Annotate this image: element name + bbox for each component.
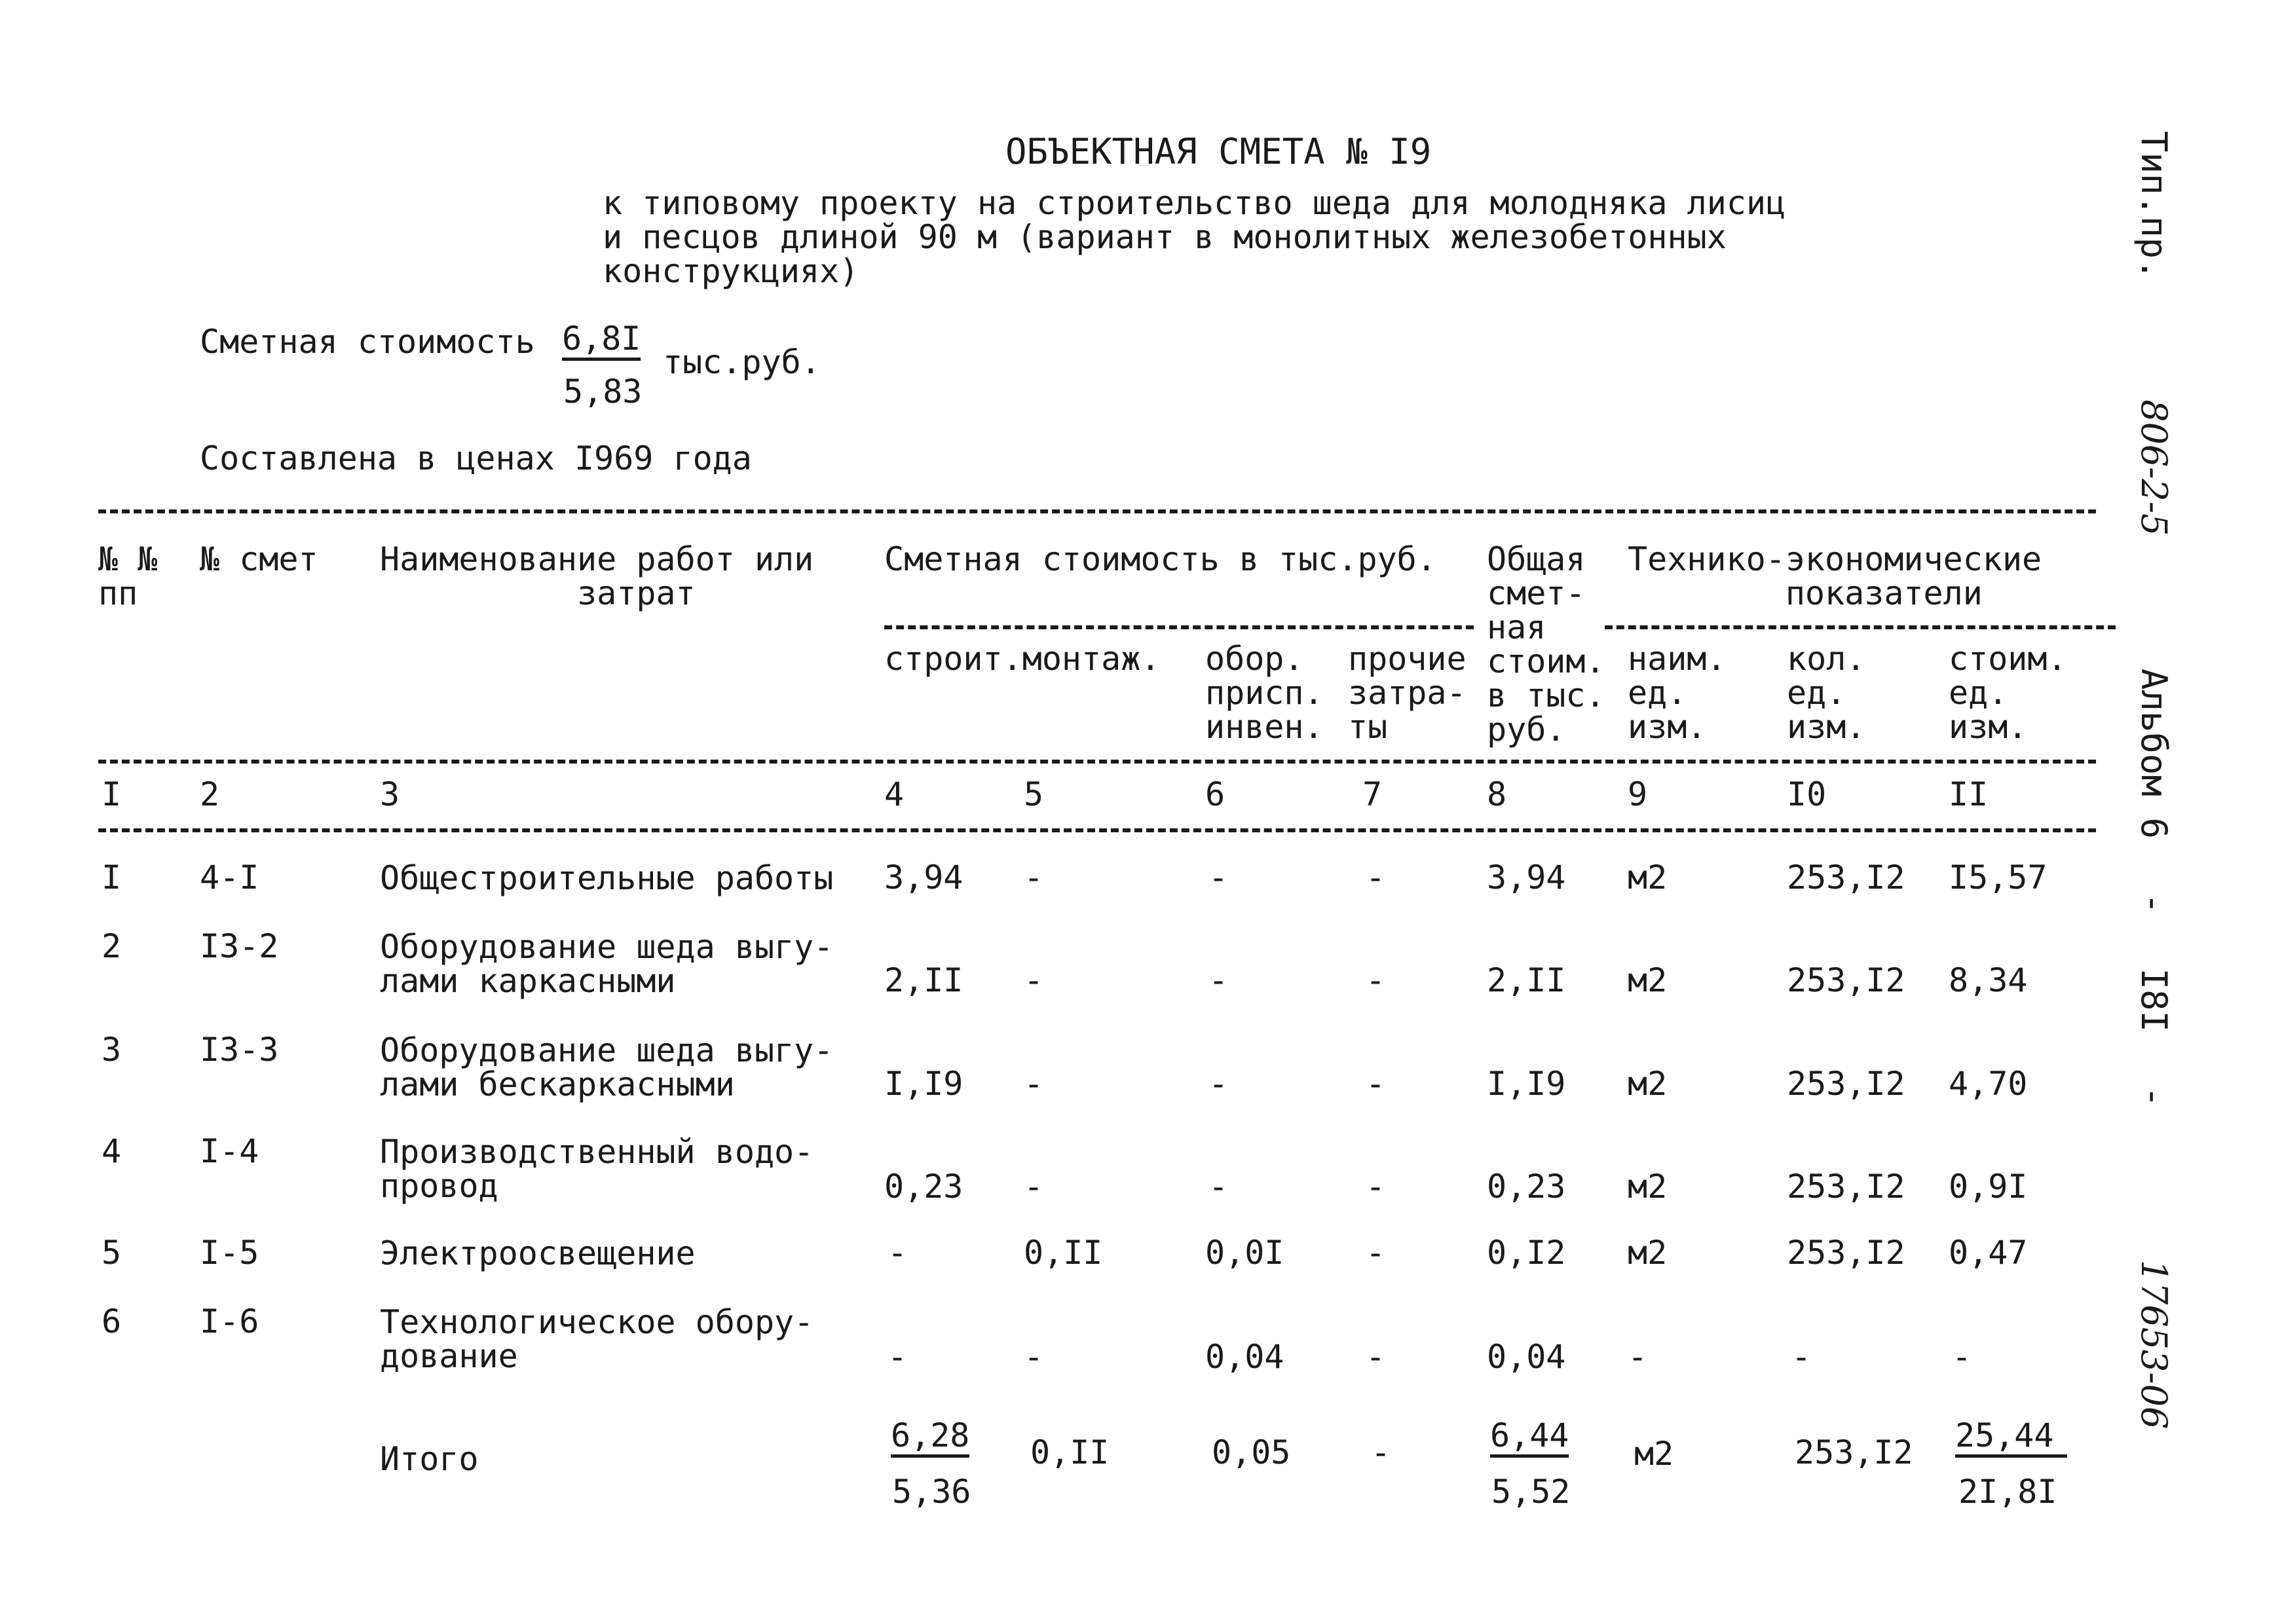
unit-qty: - — [1791, 1338, 1812, 1376]
colnum-3: 3 — [380, 775, 400, 813]
mount-cost: - — [1024, 1168, 1044, 1206]
other-cost: - — [1366, 1338, 1386, 1376]
smeta-number: I-5 — [200, 1234, 259, 1272]
header-equipment: обор. присп. инвен. — [1205, 640, 1324, 746]
cost-numerator: 6,8I — [562, 322, 641, 361]
side-typical-project: Тип.пр. — [2133, 131, 2175, 280]
total-cost: 0,I2 — [1487, 1234, 1566, 1272]
header-work-name: Наименование работ или затрат — [380, 540, 814, 612]
total-cost: 0,23 — [1487, 1168, 1566, 1206]
header-build-mount: строит.монтаж. — [884, 640, 1161, 678]
side-sep-1: - — [2133, 893, 2175, 915]
equipment-cost: - — [1208, 1168, 1229, 1206]
header-unit-name: наим. ед. изм. — [1628, 640, 1727, 746]
work-name: Оборудование шеда выгу- лами каркасными — [380, 928, 834, 1000]
unit-cost: - — [1952, 1338, 1972, 1376]
total-cost: I,I9 — [1487, 1065, 1566, 1103]
totals-total-numerator: 6,44 — [1490, 1419, 1569, 1458]
build-cost: 0,23 — [884, 1168, 963, 1206]
side-album: Альбом 6 — [2133, 668, 2175, 839]
totals-other: - — [1371, 1433, 1391, 1471]
total-cost: 0,04 — [1487, 1338, 1566, 1376]
colnum-9: 9 — [1628, 775, 1648, 813]
total-cost: 3,94 — [1487, 858, 1566, 896]
smeta-number: I-6 — [200, 1302, 259, 1340]
rule-colnum-bottom — [98, 828, 2096, 832]
work-name: Оборудование шеда выгу- лами бескаркасными — [380, 1031, 834, 1103]
header-row-number: № № пп — [98, 540, 158, 612]
colnum-6: 6 — [1205, 775, 1225, 813]
unit-qty: 253,I2 — [1787, 1065, 1905, 1103]
unit-qty: 253,I2 — [1787, 858, 1905, 896]
rule-group-tech — [1605, 625, 2116, 629]
mount-cost: 0,II — [1024, 1234, 1103, 1272]
other-cost: - — [1366, 858, 1386, 896]
total-cost: 2,II — [1487, 961, 1566, 999]
row-number: 2 — [102, 927, 122, 965]
colnum-5: 5 — [1024, 775, 1044, 813]
unit-name: м2 — [1628, 1234, 1668, 1272]
side-page: I8I — [2133, 968, 2175, 1033]
totals-build-denominator: 5,36 — [892, 1473, 971, 1511]
build-cost: 2,II — [884, 961, 963, 999]
side-project-code: 806-2-5 — [2133, 399, 2175, 536]
totals-label: Итого — [380, 1440, 479, 1478]
colnum-2: 2 — [200, 775, 220, 813]
side-margin — [2133, 131, 2175, 1430]
totals-qty: 253,I2 — [1795, 1433, 1913, 1471]
header-total-cost: Общая смет- ная стоим. в тыс. руб. — [1487, 540, 1605, 748]
unit-name: м2 — [1628, 961, 1668, 999]
row-number: 4 — [102, 1132, 122, 1170]
unit-cost: I5,57 — [1949, 858, 2048, 896]
build-cost: I,I9 — [884, 1065, 963, 1103]
cost-unit: тыс.руб. — [663, 343, 821, 381]
unit-qty: 253,I2 — [1787, 1168, 1905, 1206]
totals-unit-cost-numerator: 25,44 — [1955, 1419, 2067, 1458]
totals-unit-cost-denominator: 2I,8I — [1958, 1473, 2057, 1511]
other-cost: - — [1366, 1065, 1386, 1103]
header-unit-qty: кол. ед. изм. — [1787, 640, 1866, 746]
cost-denominator: 5,83 — [563, 373, 643, 411]
subtitle-line-2: и песцов длиной 90 м (вариант в монолитных железобетонных — [603, 218, 1727, 256]
subtitle-line-3: конструкциях) — [603, 252, 859, 290]
smeta-number: I-4 — [200, 1132, 259, 1170]
unit-name: - — [1628, 1338, 1648, 1376]
unit-name: м2 — [1628, 1065, 1668, 1103]
build-cost: - — [888, 1338, 908, 1376]
unit-qty: 253,I2 — [1787, 1234, 1905, 1272]
work-name: Производственный водо- провод — [380, 1133, 814, 1205]
work-name: Электроосвещение — [380, 1234, 696, 1272]
mount-cost: - — [1024, 858, 1044, 896]
document-title: ОБЪЕКТНАЯ СМЕТА № I9 — [1005, 131, 1432, 172]
totals-unit: м2 — [1634, 1435, 1674, 1473]
smeta-number: I3-3 — [200, 1031, 279, 1069]
equipment-cost: 0,04 — [1205, 1338, 1284, 1376]
other-cost: - — [1366, 1234, 1386, 1272]
rule-top — [98, 509, 2096, 513]
totals-mount: 0,II — [1030, 1433, 1110, 1471]
colnum-11: II — [1949, 775, 1989, 813]
work-name: Общестроительные работы — [380, 859, 834, 897]
rule-group-cost — [884, 625, 1474, 629]
totals-build-numerator: 6,28 — [891, 1419, 969, 1458]
mount-cost: - — [1024, 1338, 1044, 1376]
side-doc-number: 17653-06 — [2133, 1259, 2175, 1430]
other-cost: - — [1366, 1168, 1386, 1206]
rule-header-bottom — [98, 760, 2096, 764]
equipment-cost: - — [1208, 1065, 1229, 1103]
row-number: I — [102, 858, 122, 896]
unit-cost: 0,47 — [1949, 1234, 2028, 1272]
row-number: 5 — [102, 1234, 122, 1272]
totals-total-denominator: 5,52 — [1491, 1473, 1571, 1511]
side-sep-2: - — [2133, 1086, 2175, 1108]
build-cost: 3,94 — [884, 858, 963, 896]
cost-label: Сметная стоимость — [200, 323, 535, 361]
work-name: Технологическое обору- дование — [380, 1303, 814, 1375]
smeta-number: 4-I — [200, 858, 259, 896]
colnum-7: 7 — [1362, 775, 1383, 813]
other-cost: - — [1366, 961, 1386, 999]
equipment-cost: 0,0I — [1205, 1234, 1284, 1272]
header-cost-group: Сметная стоимость в тыс.руб. — [884, 540, 1436, 578]
header-tech-group: Технико-экономические показатели — [1628, 540, 2042, 612]
row-number: 6 — [102, 1302, 122, 1340]
colnum-10: I0 — [1787, 775, 1827, 813]
totals-equipment: 0,05 — [1212, 1433, 1291, 1471]
colnum-1: I — [102, 775, 122, 813]
unit-cost: 4,70 — [1949, 1065, 2028, 1103]
equipment-cost: - — [1208, 961, 1229, 999]
mount-cost: - — [1024, 961, 1044, 999]
unit-qty: 253,I2 — [1787, 961, 1905, 999]
unit-cost: 8,34 — [1949, 961, 2028, 999]
row-number: 3 — [102, 1031, 122, 1069]
colnum-8: 8 — [1487, 775, 1507, 813]
prices-line: Составлена в ценах I969 года — [200, 439, 752, 477]
header-smeta-number: № смет — [200, 540, 318, 578]
smeta-number: I3-2 — [200, 927, 279, 965]
colnum-4: 4 — [884, 775, 905, 813]
header-unit-cost: стоим. ед. изм. — [1949, 640, 2067, 746]
header-other-costs: прочие затра- ты — [1348, 640, 1467, 746]
unit-name: м2 — [1628, 858, 1668, 896]
unit-name: м2 — [1628, 1168, 1668, 1206]
mount-cost: - — [1024, 1065, 1044, 1103]
unit-cost: 0,9I — [1949, 1168, 2028, 1206]
equipment-cost: - — [1208, 858, 1229, 896]
build-cost: - — [888, 1234, 908, 1272]
subtitle-line-1: к типовому проекту на строительство шеда для молодняка лисиц — [603, 184, 1786, 222]
